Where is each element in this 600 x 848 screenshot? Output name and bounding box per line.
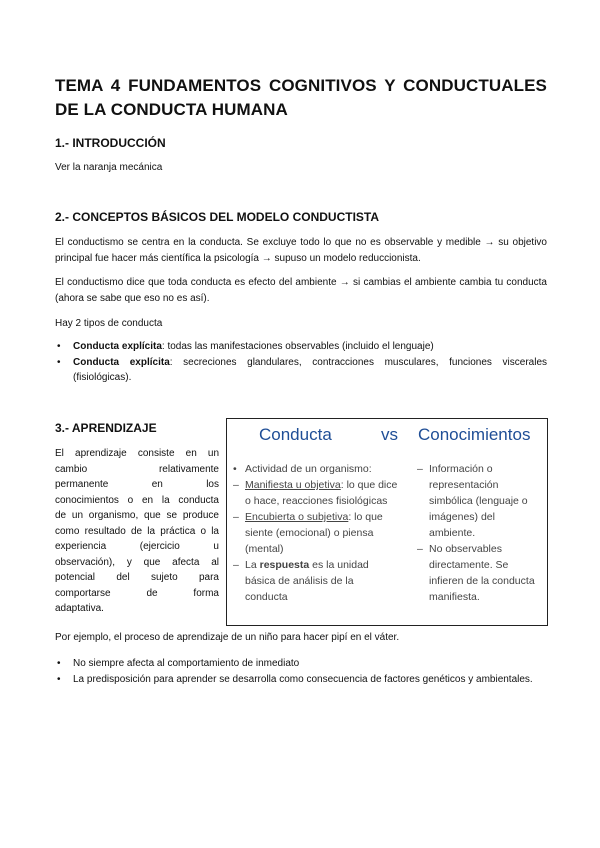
section-3-heading: 3.- APRENDIZAJE	[55, 421, 157, 435]
list-item: • No siempre afecta al comportamiento de inmediato	[57, 658, 300, 669]
figure-right-column	[417, 461, 542, 605]
list-item: – Información o representación simbólica (lenguaje o imágenes) del ambiente.	[417, 463, 528, 539]
section-2-paragraph-1: El conductismo se centra en la conducta. Se excluye todo lo que no es observable y medible → su objetivo principal fue hacer más científica la psicología → supuso un modelo reduccionista.	[55, 237, 547, 264]
section-1-heading: 1.- INTRODUCCIÓN	[55, 136, 166, 150]
figure-title-vs: vs	[381, 425, 398, 444]
list-item: • Conducta explícita: todas las manifestaciones observables (incluido el lenguaje)	[57, 341, 434, 352]
list-item: • Conducta explícita: secreciones glandulares, contracciones musculares, funciones viscerales (fisiológicas).	[57, 356, 548, 383]
section-2-heading: 2.- CONCEPTOS BÁSICOS DEL MODELO CONDUCTISTA	[55, 210, 380, 224]
document-title: TEMA 4 FUNDAMENTOS COGNITIVOS Y CONDUCTUALES DE LA CONDUCTA HUMANA	[55, 76, 547, 119]
section-2-paragraph-3: Hay 2 tipos de conducta	[55, 318, 163, 329]
conduct-types-list	[55, 339, 547, 386]
section-2-paragraph-2: El conductismo dice que toda conducta es efecto del ambiente → si cambias el ambiente cambia tu conducta (ahora se sabe que eso no es así).	[55, 277, 547, 304]
figure-left-column	[233, 461, 398, 605]
figure-title-left: Conducta	[259, 425, 332, 444]
list-item: – Manifiesta u objetiva: lo que dice o hace, reacciones fisiológicas	[233, 479, 398, 507]
conducta-vs-conocimientos-figure	[226, 418, 548, 626]
learning-definition: El aprendizaje consiste en un cambio relativamente permanente en los conocimientos o en la conducta de un organismo, que se produce como resultado de la práctica o la experiencia (ejercicio u observación), y que afecta al potencial del sujeto para comportarse de forma adaptativa.	[55, 448, 219, 614]
learning-bullets	[55, 656, 547, 687]
section-1-text: Ver la naranja mecánica	[55, 162, 163, 173]
list-item: – Encubierta o subjetiva: lo que siente (emocional) o piensa (mental)	[233, 511, 383, 555]
list-item: • Actividad de un organismo:	[233, 463, 372, 475]
figure-title-right: Conocimientos	[418, 425, 531, 444]
list-item: – La respuesta es la unidad básica de análisis de la conducta	[233, 559, 369, 603]
learning-example: Por ejemplo, el proceso de aprendizaje de un niño para hacer pipí en el váter.	[55, 632, 400, 643]
list-item: • La predisposición para aprender se desarrolla como consecuencia de factores genéticos y ambientales.	[57, 673, 533, 685]
list-item: – No observables directamente. Se infieren de la conducta manifiesta.	[417, 543, 535, 603]
